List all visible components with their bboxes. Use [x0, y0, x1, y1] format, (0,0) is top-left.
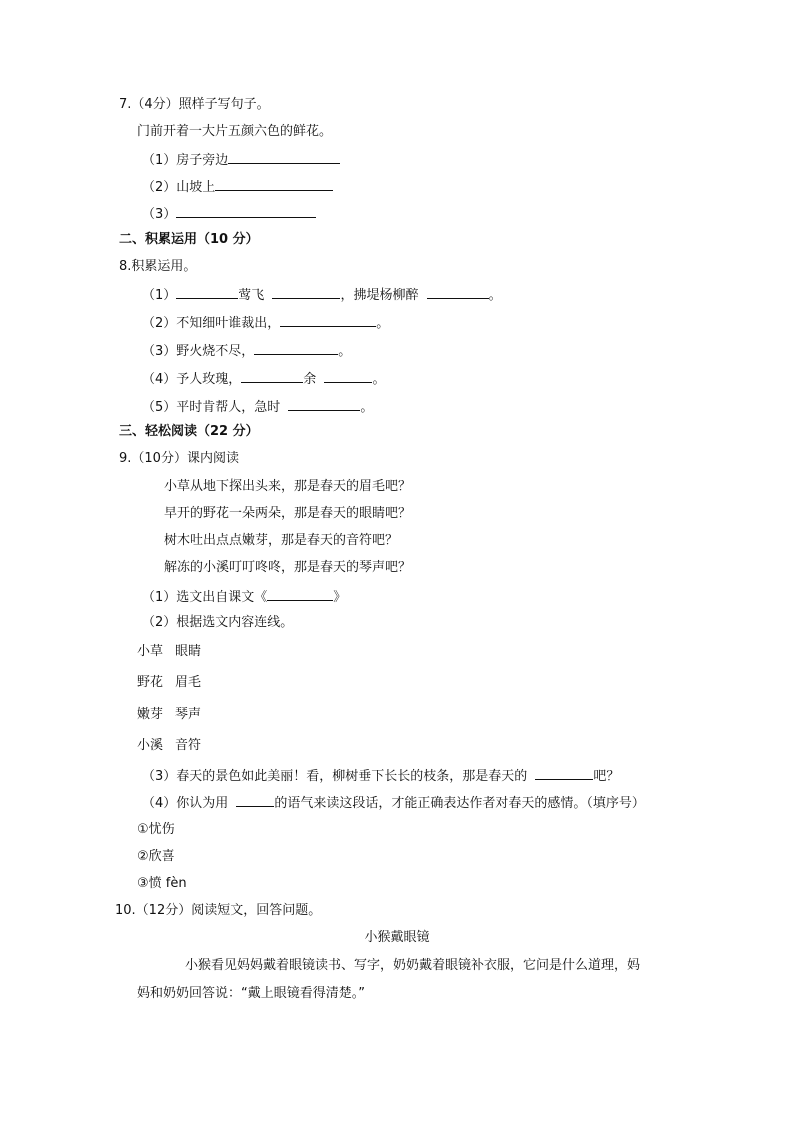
match-left-item[interactable]: 野花: [137, 675, 164, 690]
match-left-item[interactable]: 嫩芽: [137, 707, 164, 722]
q7-example: 门前开着一大片五颜六色的鲜花。: [137, 124, 333, 139]
answer-blank[interactable]: [324, 369, 372, 383]
answer-blank[interactable]: [241, 369, 303, 383]
q8-item-3: （3）野火烧不尽， 。: [142, 341, 351, 361]
match-right-item[interactable]: 音符: [175, 738, 202, 753]
answer-blank[interactable]: [228, 150, 340, 164]
q7-item-2: （2）山坡上: [142, 177, 333, 197]
option-2[interactable]: ②欣喜: [137, 849, 175, 864]
q9-sub-1: （1）选文出自课文《 》: [142, 587, 346, 607]
answer-blank[interactable]: [267, 587, 333, 601]
q8-item-4: （4）予人玫瑰， 余 。: [142, 369, 385, 389]
q7-item-3: （3）: [142, 204, 316, 224]
match-left-item[interactable]: 小溪: [137, 738, 164, 753]
q8-item-2: （2）不知细叶谁裁出， 。: [142, 313, 389, 333]
q8-item-1: （1） 莺飞 ，拂堤杨柳醉 。: [142, 285, 502, 305]
section-3-heading: 三、轻松阅读（22 分）: [119, 424, 259, 439]
q8-item-5: （5）平时肯帮人，急时 。: [142, 397, 373, 417]
answer-blank[interactable]: [272, 285, 340, 299]
poem-line-3: 树木吐出点点嫩芽，那是春天的音符吧？: [164, 533, 399, 548]
match-right-item[interactable]: 眉毛: [175, 675, 202, 690]
answer-blank[interactable]: [236, 793, 274, 807]
section-2-heading: 二、积累运用（10 分）: [119, 232, 259, 247]
match-right-item[interactable]: 眼睛: [175, 644, 202, 659]
answer-blank[interactable]: [176, 285, 238, 299]
q9-sub-3: （3）春天的景色如此美丽！看，柳树垂下长长的枝条，那是春天的 吧？: [142, 766, 619, 786]
q9-sub-2: （2）根据选文内容连线。: [142, 615, 294, 630]
q8-header: 8.积累运用。: [119, 259, 197, 274]
match-left-item[interactable]: 小草: [137, 644, 164, 659]
option-3[interactable]: ③愤 fèn: [137, 876, 187, 891]
match-right-item[interactable]: 琴声: [175, 707, 202, 722]
q10-header: 10.（12分）阅读短文，回答问题。: [115, 903, 322, 918]
q7-header: 7.（4分）照样子写句子。: [119, 97, 270, 112]
answer-blank[interactable]: [280, 313, 376, 327]
passage-line-2: 妈和奶奶回答说：“戴上眼镜看得清楚。”: [137, 986, 365, 1001]
match-row: [137, 737, 201, 755]
answer-blank[interactable]: [288, 397, 360, 411]
q9-sub-4: （4）你认为用 的语气来读这段话，才能正确表达作者对春天的感情。（填序号）: [142, 793, 645, 813]
passage-line-1: 小猴看见妈妈戴着眼镜读书、写字，奶奶戴着眼镜补衣服，它问是什么道理，妈: [185, 958, 641, 973]
answer-blank[interactable]: [176, 204, 316, 218]
answer-blank[interactable]: [427, 285, 489, 299]
match-row: [137, 674, 201, 692]
poem-line-4: 解冻的小溪叮叮咚咚，那是春天的琴声吧？: [164, 560, 412, 575]
passage-title: 小猴戴眼镜: [364, 930, 430, 945]
answer-blank[interactable]: [535, 766, 593, 780]
option-1[interactable]: ①忧伤: [137, 822, 175, 837]
poem-line-2: 早开的野花一朵两朵，那是春天的眼睛吧？: [164, 506, 412, 521]
match-row: [137, 643, 201, 661]
answer-blank[interactable]: [254, 341, 338, 355]
poem-line-1: 小草从地下探出头来，那是春天的眉毛吧？: [164, 479, 412, 494]
q7-item-1: （1）房子旁边: [142, 150, 340, 170]
match-row: [137, 706, 201, 724]
answer-blank[interactable]: [215, 177, 333, 191]
q9-header: 9.（10分）课内阅读: [119, 451, 239, 466]
